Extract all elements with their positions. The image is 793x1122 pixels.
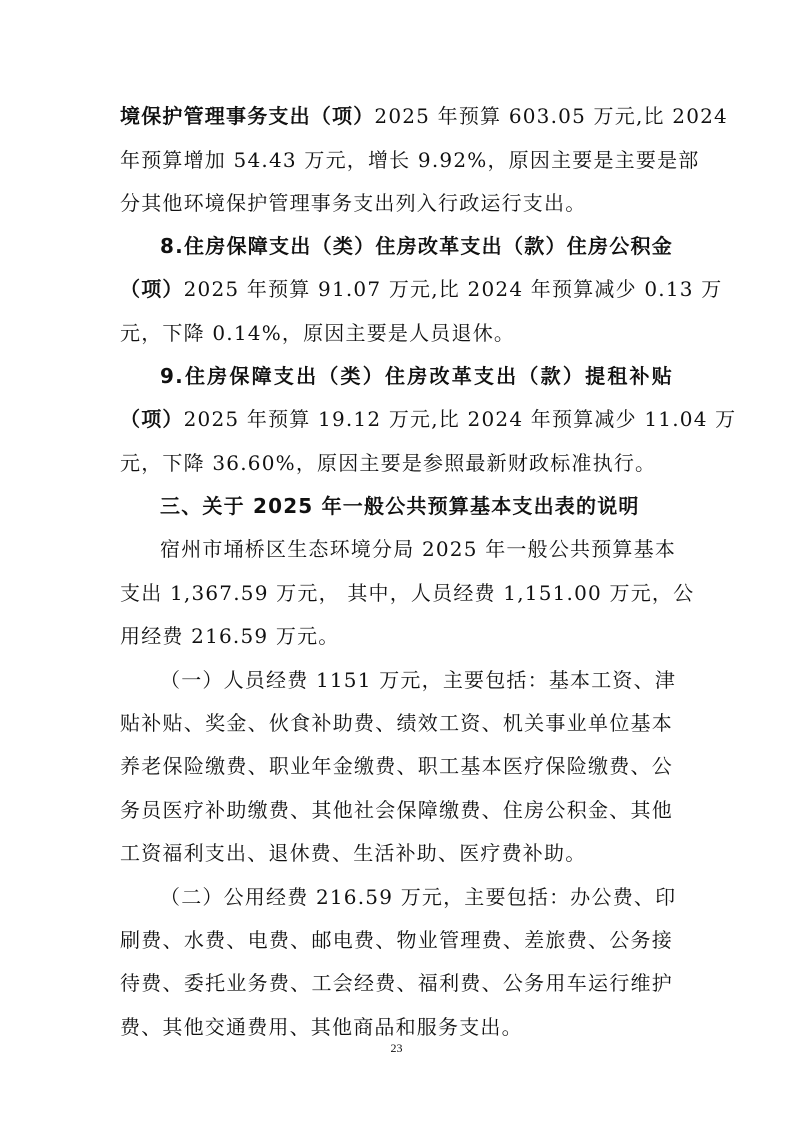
item9-heading: 9.住房保障支出（类）住房改革支出（款）提租补贴: [160, 364, 673, 388]
item8-bold-label: （项）: [120, 277, 184, 301]
personnel-line-3: 养老保险缴费、职业年金缴费、职工基本医疗保险缴费、公: [120, 754, 673, 778]
section3-line-2: 支出 1,367.59 万元， 其中，人员经费 1,151.00 万元，公: [120, 581, 695, 605]
page-number: 23: [390, 1041, 403, 1055]
personnel-line-4: 务员医疗补助缴费、其他社会保障缴费、住房公积金、其他: [120, 798, 673, 822]
personnel-line-5: 工资福利支出、退休费、生活补助、医疗费补助。: [120, 841, 587, 865]
p1-line-3: 分其他环境保护管理事务支出列入行政运行支出。: [120, 191, 587, 215]
section3-line-3: 用经费 216.59 万元。: [120, 624, 340, 648]
item8-text: 2025 年预算 91.07 万元,比 2024 年预算减少 0.13 万: [183, 277, 723, 301]
p1-line-1: [120, 104, 728, 128]
personnel-line-1: （一）人员经费 1151 万元，主要包括：基本工资、津: [160, 668, 677, 692]
personnel-line-2: 贴补贴、奖金、伙食补助费、绩效工资、机关事业单位基本: [120, 711, 673, 735]
public-line-2: 刷费、水费、电费、邮电费、物业管理费、差旅费、公务接: [120, 928, 673, 952]
item8-line-3: 元，下降 0.14%，原因主要是人员退休。: [120, 321, 516, 345]
public-line-3: 待费、委托业务费、工会经费、福利费、公务用车运行维护: [120, 971, 673, 995]
item8-heading: 8.住房保障支出（类）住房改革支出（款）住房公积金: [160, 234, 673, 258]
section3-heading: 三、关于 2025 年一般公共预算基本支出表的说明: [160, 494, 640, 518]
public-line-1: （二）公用经费 216.59 万元，主要包括：办公费、印: [160, 885, 677, 909]
item9-line-3: 元，下降 36.60%，原因主要是参照最新财政标准执行。: [120, 451, 657, 475]
public-line-4: 费、其他交通费用、其他商品和服务支出。: [120, 1015, 523, 1039]
item8-line-2: [120, 277, 723, 301]
p1-text: 2025 年预算 603.05 万元,比 2024: [374, 104, 728, 128]
section3-line-1: 宿州市埇桥区生态环境分局 2025 年一般公共预算基本: [160, 537, 677, 561]
item9-text: 2025 年预算 19.12 万元,比 2024 年预算减少 11.04 万: [183, 407, 737, 431]
p1-bold-label: 境保护管理事务支出（项）: [120, 104, 375, 128]
p1-line-2: 年预算增加 54.43 万元，增长 9.92%，原因主要是主要是部: [120, 148, 700, 172]
item9-bold-label: （项）: [120, 407, 184, 431]
item9-line-2: [120, 407, 737, 431]
